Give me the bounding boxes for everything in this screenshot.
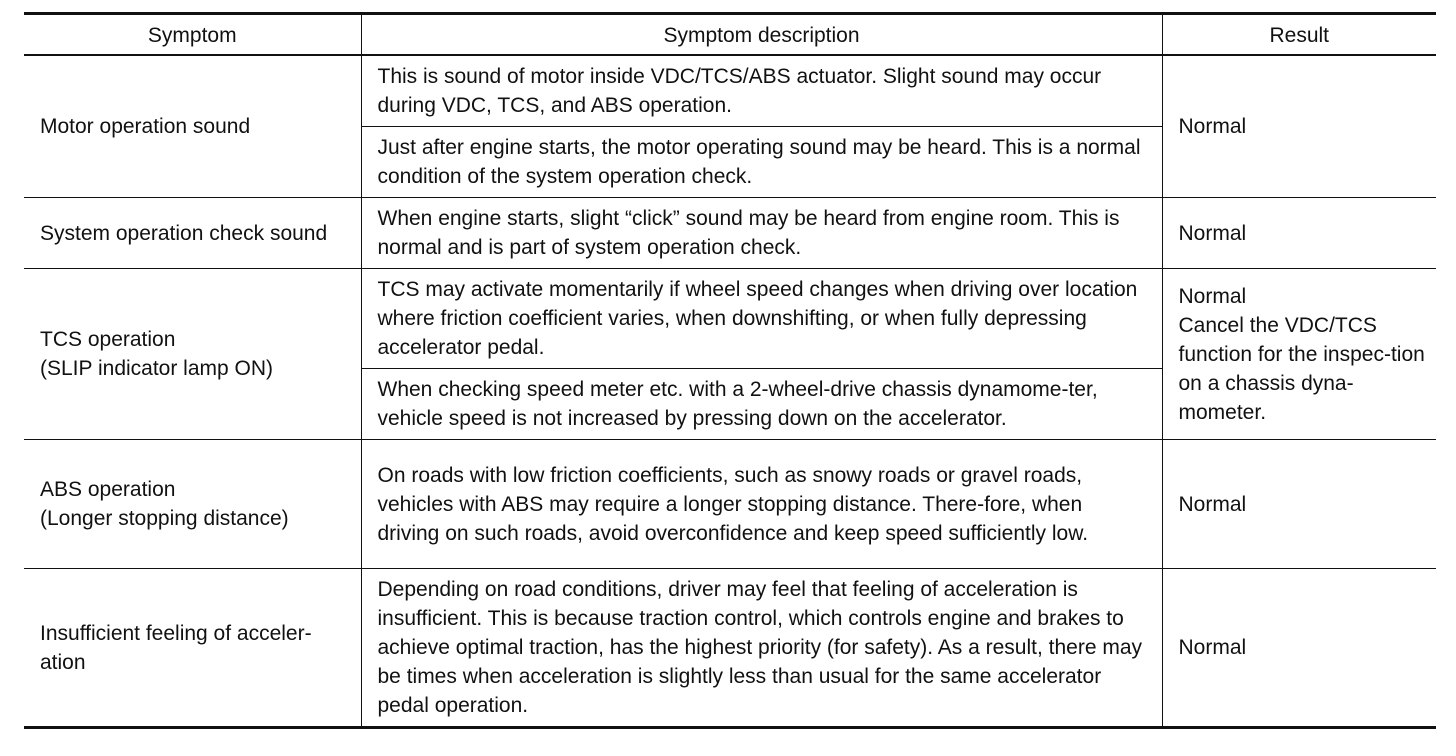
description-cell: When engine starts, slight “click” sound may be heard from engine room. This is normal and is part of system operation check. [361, 198, 1162, 269]
result-cell: Normal [1162, 198, 1436, 269]
symptom-cell: Insufficient feeling of acceler-ation [24, 569, 361, 728]
result-cell: Normal [1162, 440, 1436, 569]
symptom-cell [24, 440, 361, 569]
description-cell: Just after engine starts, the motor operating sound may be heard. This is a normal condition of the system operation check. [361, 127, 1162, 198]
result-cell: Normal [1162, 569, 1436, 728]
result-note: Cancel the VDC/TCS function for the inspec-tion on a chassis dyna-mometer. [1178, 313, 1425, 424]
description-cell: TCS may activate momentarily if wheel speed changes when driving over location where friction coefficient varies, when downshifting, or when fully depressing accelerator pedal. [361, 269, 1162, 369]
symptom-line: (SLIP indicator lamp ON) [40, 357, 274, 380]
result-line: Normal [1178, 284, 1247, 308]
result-cell [1162, 269, 1436, 440]
header-symptom: Symptom [24, 14, 361, 56]
symptom-line: (Longer stopping distance) [40, 507, 289, 530]
symptom-table [24, 12, 1436, 729]
table-row-abs [24, 440, 1436, 569]
symptom-cell: System operation check sound [24, 198, 361, 269]
description-cell: Depending on road conditions, driver may feel that feeling of acceleration is insufficient. This is because traction control, which controls engine and brakes to achieve optimal traction, has the highest priority (for safety). As a result, there may be times when acceleration is slightly less than usual for the same accelerator pedal operation. [361, 569, 1162, 728]
header-result: Result [1162, 14, 1436, 56]
header-description: Symptom description [361, 14, 1162, 56]
table-row-tcs [24, 269, 1436, 369]
symptom-line: ABS operation [40, 478, 176, 501]
symptom-cell [24, 269, 361, 440]
table-row-motor [24, 55, 1436, 127]
symptom-line: TCS operation [40, 328, 176, 351]
table-row-accel [24, 569, 1436, 728]
description-cell: On roads with low friction coefficients, such as snowy roads or gravel roads, vehicles with ABS may require a longer stopping distance. There-fore, when driving on such roads, avoid overconfidence and keep speed sufficiently low. [361, 440, 1162, 569]
table-row-check [24, 198, 1436, 269]
description-cell: When checking speed meter etc. with a 2-wheel-drive chassis dynamome-ter, vehicle speed is not increased by pressing down on the accelerator. [361, 369, 1162, 440]
header-row [24, 14, 1436, 56]
description-cell: This is sound of motor inside VDC/TCS/ABS actuator. Slight sound may occur during VDC, TCS, and ABS operation. [361, 55, 1162, 127]
result-cell: Normal [1162, 55, 1436, 198]
symptom-cell: Motor operation sound [24, 55, 361, 198]
